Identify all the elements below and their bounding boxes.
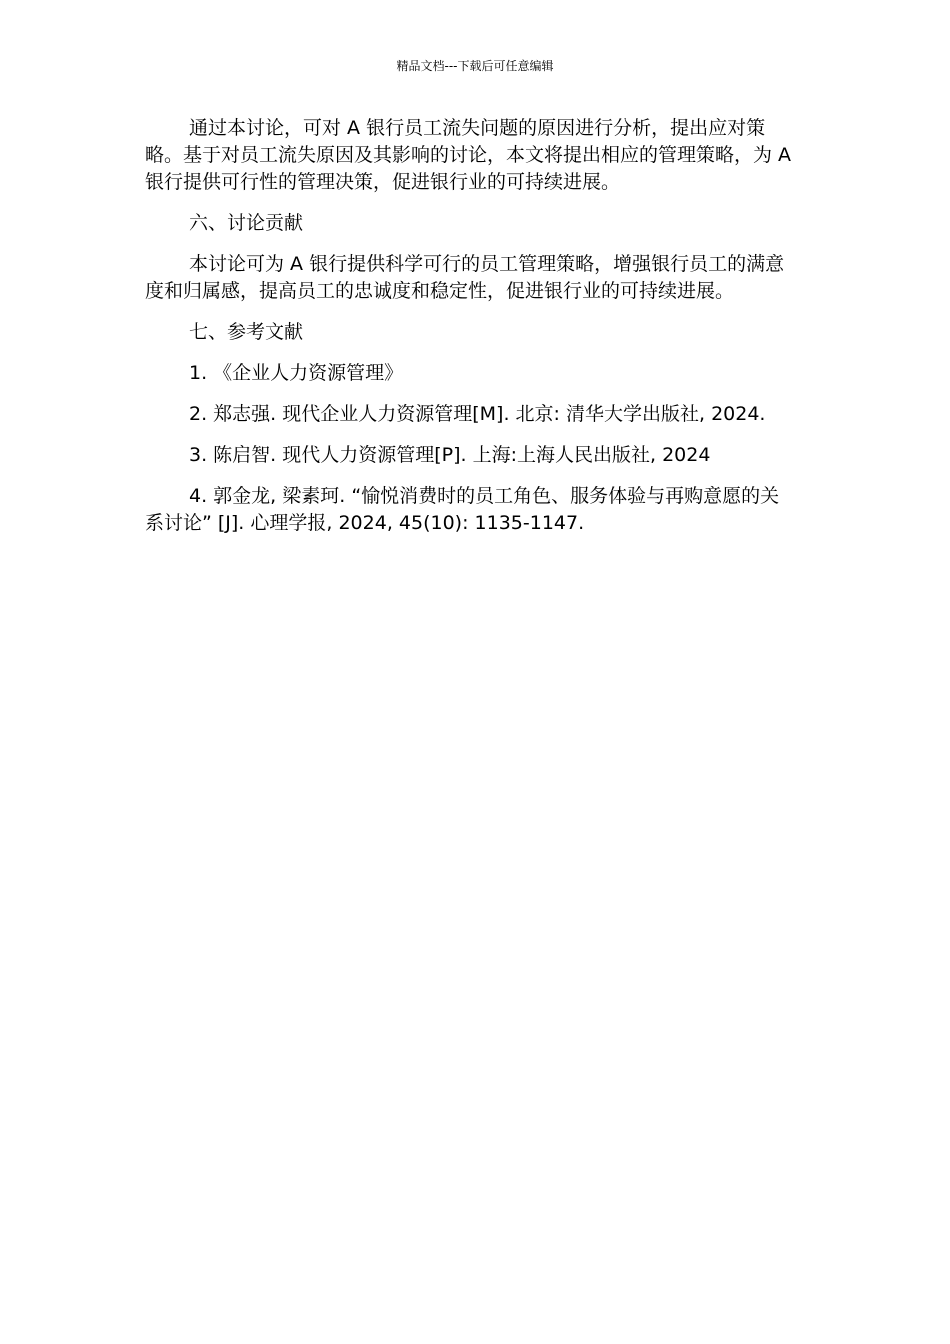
document-body: [145, 115, 795, 551]
section-heading-references: 七、参考文献: [189, 321, 304, 343]
paragraph-summary: 通过本讨论，可对 A 银行员工流失问题的原因进行分析，提出应对策略。基于对员工流失原因及其影响的讨论，本文将提出相应的管理策略，为 A 银行提供可行性的管理决策，促进银行业的可持续进展。: [145, 117, 792, 193]
paragraph-contribution: 本讨论可为 A 银行提供科学可行的员工管理策略，增强银行员工的满意度和归属感，提高员工的忠诚度和稳定性，促进银行业的可持续进展。: [145, 253, 785, 302]
reference-item-3: 3. 陈启智. 现代人力资源管理[P]. 上海:上海人民出版社, 2024: [189, 444, 711, 466]
section-heading-contribution: 六、讨论贡献: [189, 212, 304, 234]
reference-item-4: 4. 郭金龙, 梁素珂. “愉悦消费时的员工角色、服务体验与再购意愿的关系讨论” [J]. 心理学报, 2024, 45(10): 1135-1147.: [145, 485, 780, 534]
reference-item-1: 1. 《企业人力资源管理》: [189, 362, 404, 384]
page-header: 精品文档---下载后可任意编辑: [396, 59, 554, 73]
reference-item-2: 2. 郑志强. 现代企业人力资源管理[M]. 北京: 清华大学出版社, 2024.: [189, 403, 766, 425]
